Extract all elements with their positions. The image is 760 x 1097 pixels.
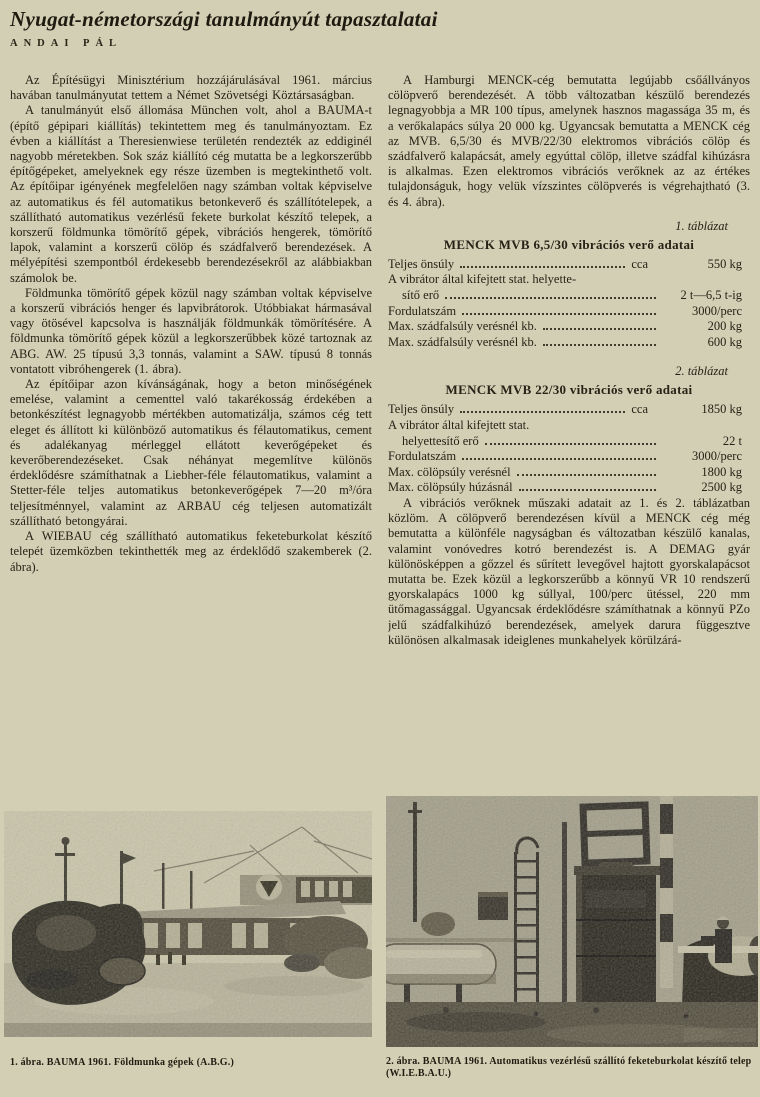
row-label: Max. cölöpsúly verésnél	[388, 464, 511, 479]
dot-leader	[519, 489, 656, 491]
paragraph: Az Építésügyi Minisztérium hozzájárulásával 1961. március havában tanulmányutat tettem a Német Szövetségi Köztársaságban.	[10, 73, 372, 103]
row-value: 2500 kg	[701, 480, 742, 495]
table-2	[388, 364, 750, 496]
row-label: Max. szádfalsúly verésnél kb.	[388, 319, 537, 334]
row-approx: cca	[631, 402, 648, 417]
table-row	[388, 418, 750, 449]
row-value: 200 kg	[707, 319, 742, 334]
row-value: 3000/perc	[692, 449, 742, 464]
dot-leader	[445, 297, 656, 299]
table-2-title: MENCK MVB 22/30 vibrációs verő adatai	[445, 382, 693, 398]
row-value: 3000/perc	[692, 303, 742, 318]
table-row	[388, 272, 750, 303]
row-label: A vibrátor által kifejtett stat.	[388, 417, 530, 432]
paragraph: A vibrációs verőknek műszaki adatait az 1. és 2. táblázatban közlöm. A cölöpverő berendezésen kívül a MENCK cég még bemutatta a különféle nagyságban és változatban készülő kanalas, valamint vonóvedres kotró berendezést is. A DEMAG gyár különösképpen a gőzzel és sűrített levegővel hajtott gyorskalapácsot mutatta be. Ezek közül a legkorszerűbb a könnyű VR 10 rendszerű gyorskalapács 1000 kg súllyal, 100/perc ütéssel, 220 mm ütőmagassággal. Ugyancsak érdeklődésre számíthatnak a könnyű PZo jelű szádfalkihúzó berendezések, amelyek darura függesztve különösen alkalmasak ideiglenes munkahelyek körülzárá-	[388, 495, 750, 647]
row-value: 22 t	[722, 433, 742, 448]
table-row	[388, 304, 750, 320]
figure-2-caption: 2. ábra. BAUMA 1961. Automatikus vezérlésű szállító feketeburkolat készítő telep (W.I.E.B.A.U.)	[386, 1056, 752, 1079]
row-label-cont: sítő erő	[402, 288, 440, 303]
paragraph: A WIEBAU cég szállítható automatikus feketeburkolat készítő telepét üzemközben tekinthették meg az érdeklődő szakemberek (2. ábra).	[10, 529, 372, 574]
table-row	[388, 465, 750, 481]
dot-leader	[462, 313, 656, 315]
table-1-label: 1. táblázat	[675, 218, 728, 233]
dot-leader	[485, 443, 656, 445]
dot-leader	[460, 266, 625, 268]
table-1	[388, 219, 750, 351]
row-value: 1800 kg	[701, 464, 742, 479]
row-label-cont: helyettesítő erő	[402, 433, 479, 448]
dot-leader	[543, 328, 656, 330]
right-column	[388, 73, 750, 789]
table-2-label: 2. táblázat	[675, 364, 728, 379]
paragraph: Az építőipar azon kívánságának, hogy a beton minőségének emelése, valamint a cementtel való takarékosság érdekében a betonkészítést legnagyobb mértékben automatizálja, számos cég tett eleget és állított ki különböző automatikus és félautomatikus, cement és adalékanyag mérleggel ellátott keverőgépeket és keverőberendezéseket. Csak néhányat megemlítve különös érdeklődésre számíthatnak a Liebher-féle félautomatikus, valamint a Stetter-féle teljes automatikus betonkeverőgépek 7—20 m³/óra teljesítménnyel, valamint az ARBAU cég teljesen automatizált szállítható betongyárai.	[10, 377, 372, 528]
article-title: Nyugat-németországi tanulmányút tapasztalatai	[10, 7, 438, 31]
text-columns	[0, 73, 760, 789]
table-row	[388, 335, 750, 351]
row-value: 1850 kg	[701, 402, 742, 417]
table-row	[388, 480, 750, 496]
article-author: ANDAI PÁL	[10, 38, 123, 49]
row-label: Teljes önsúly	[388, 256, 455, 271]
row-approx: cca	[631, 256, 648, 271]
figure-2	[386, 796, 758, 1080]
paragraph: A Hamburgi MENCK-cég bemutatta legújabb csőállványos cölöpverő berendezését. A több változatban készülő berendezés legnagyobbja a MR 100 típus, amelynek hasznos magassága 35 m, és a verőkalapács súlya 20 000 kg. Ugyancsak bemutatta a MENCK cég az MVB. 6,5/30 és MVB/22/30 elektromos vibrációs cölöp és szádfalverő kalapácsát, amely egyúttal cölöp, illetve szádfal kihúzásra is alkalmas. Ezen elektromos vibrációs verőknek az az értékes tulajdonságuk, hogy velük vízszintes cölöpverés is végrehajtható (3. és 4. ábra).	[388, 73, 750, 209]
table-1-title: MENCK MVB 6,5/30 vibrációs verő adatai	[443, 236, 695, 252]
table-row	[388, 449, 750, 465]
row-label: Fordulatszám	[388, 303, 457, 318]
figure-2-photo	[386, 796, 758, 1047]
figure-1-photo	[4, 811, 372, 1037]
article-header	[0, 0, 760, 49]
row-label: Max. cölöpsúly húzásnál	[388, 480, 513, 495]
figures-row	[0, 796, 760, 1080]
table-row	[388, 319, 750, 335]
paragraph: Földmunka tömörítő gépek közül nagy számban voltak képviselve a korszerű vibrációs henger és lapvibrátorok. Utóbbiakat hármasával vagy ötösével kapcsolva is használják földmunkák tömörítésére. A földmunka tömörítő gépek közül a legkorszerűbbek közé tartoznak az ABG. AW. 25 típusú 3,3 tonnás, valamint a SAW. típusú 8 tonnás vontatott vibróhengerek (1. ábra).	[10, 285, 372, 376]
table-row	[388, 257, 750, 273]
dot-leader	[517, 474, 656, 476]
left-column	[10, 73, 372, 789]
row-label: Teljes önsúly	[388, 402, 455, 417]
table-row	[388, 402, 750, 418]
figure-1-caption: 1. ábra. BAUMA 1961. Földmunka gépek (A.B.G.)	[10, 1057, 235, 1068]
row-label: A vibrátor által kifejtett stat. helyette-	[388, 272, 577, 287]
row-label: Max. szádfalsúly verésnél kb.	[388, 334, 537, 349]
row-label: Fordulatszám	[388, 449, 457, 464]
row-value: 600 kg	[707, 334, 742, 349]
dot-leader	[543, 344, 656, 346]
row-value: 550 kg	[707, 256, 742, 271]
figure-1	[4, 796, 372, 1080]
dot-leader	[462, 458, 656, 460]
row-value: 2 t—6,5 t-ig	[680, 288, 742, 303]
paragraph: A tanulmányút első állomása München volt, ahol a BAUMA-t (építő gépipari kiállítás) tekintettem meg és tanulmányoztam. Ez évben a kiállítást a Theresienwiese területén rendezték az eddiginél nagyobb méretekben. Sok száz kiállító cég mutatta be a legkorszerűbb építőgépeket, amelyeknek egy része üzemben is megtekinthető volt. Az építőipar igényének megfelelően nagy számban voltak képviselve az automatikus és fél automatikus betonkeverő és szállítótelepek, a szállítható automatikus vezérlésű fekete burkolat készítő telepek, a korszerű földmunka tömörítő gépek, vibrációs hengerek, tömörítő lapok, valamint a korszerű cölöp és szádfalverő berendezések. A mélyépítési szempontból érdekesebb berendezésekről az alábbiakban számolok be.	[10, 103, 372, 285]
dot-leader	[460, 411, 625, 413]
